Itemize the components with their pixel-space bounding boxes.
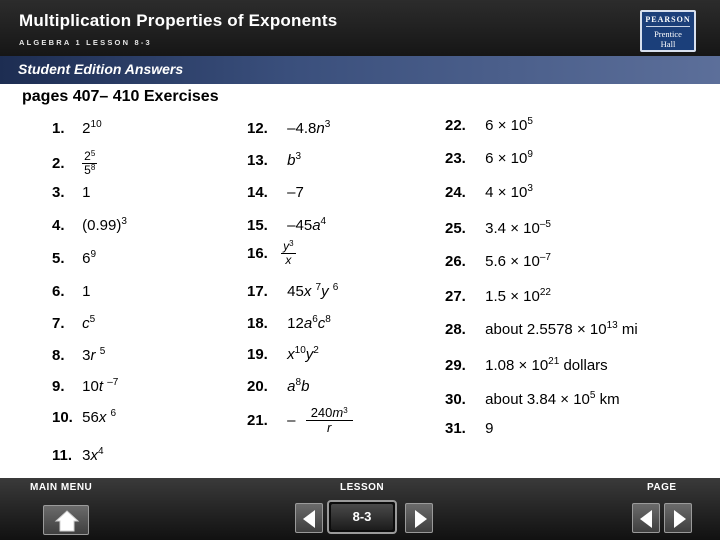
exercises-heading: pages 407– 410 Exercises bbox=[22, 88, 219, 105]
answer-5: 5. $6^9$ bbox=[52, 249, 97, 267]
lesson-prev-button[interactable] bbox=[295, 503, 323, 533]
answer-15: 15. $-45a^4$ bbox=[247, 216, 327, 234]
page-prev-button[interactable] bbox=[632, 503, 660, 533]
answer-7: 7. $c^5$ bbox=[52, 314, 96, 332]
answer-11: 11. $3x^4$ bbox=[52, 446, 104, 464]
section-label: Student Edition Answers bbox=[18, 61, 184, 77]
answer-18: 18. $12a^6c^8$ bbox=[247, 314, 331, 332]
fraction: $\frac{2^5}{5^8}$ bbox=[84, 149, 96, 177]
answer-2: 2. $\frac{2^5}{5^8}$ bbox=[52, 149, 96, 177]
logo-line-2: Prentice bbox=[654, 29, 682, 39]
section-bar bbox=[0, 56, 720, 84]
answer-22: 22. $6 \times 10^5$ bbox=[445, 116, 533, 134]
lesson-indicator bbox=[327, 500, 397, 534]
answer-30: 30. about $3.84 \times 10^5$ km bbox=[445, 390, 620, 408]
logo-line-3: Hall bbox=[660, 39, 676, 49]
right-arrow-icon bbox=[406, 504, 434, 534]
fraction: $\frac{y^3}{x}$ bbox=[283, 239, 294, 267]
answer-10: 10. 56x $^6$ bbox=[52, 408, 117, 426]
left-arrow-icon bbox=[296, 504, 324, 534]
answer-24: 24. $4 \times 10^3$ bbox=[445, 183, 533, 201]
answer-23: 23. $6 \times 10^9$ bbox=[445, 149, 533, 167]
answer-26: 26. $5.6 \times 10^{-7}$ bbox=[445, 252, 551, 270]
right-arrow-icon bbox=[665, 504, 693, 534]
answer-8: 8. 3r $^5$ bbox=[52, 346, 106, 364]
main-menu-button[interactable] bbox=[43, 505, 89, 535]
fraction: $\frac{240m^3}{r}$ bbox=[306, 406, 353, 435]
answer-4: 4. $(0.99)^3$ bbox=[52, 216, 127, 234]
title-bar bbox=[0, 0, 720, 56]
answer-3: 3. 1 bbox=[52, 184, 91, 201]
publisher-logo bbox=[640, 10, 696, 52]
main-menu-label: MAIN MENU bbox=[30, 482, 93, 493]
answer-25: 25. $3.4 \times 10^{-5}$ bbox=[445, 219, 551, 237]
lesson-label: LESSON bbox=[340, 482, 385, 493]
page-next-button[interactable] bbox=[664, 503, 692, 533]
answer-13: 13. $b^3$ bbox=[247, 151, 302, 169]
answer-27: 27. $1.5 \times 10^{22}$ bbox=[445, 287, 551, 305]
left-arrow-icon bbox=[633, 504, 661, 534]
answer-14: 14. –7 bbox=[247, 184, 304, 201]
logo-divider bbox=[646, 26, 690, 27]
page-title: Multiplication Properties of Exponents bbox=[19, 11, 338, 30]
page-label: PAGE bbox=[647, 482, 677, 493]
answer-1: 1. $2^{10}$ bbox=[52, 119, 102, 137]
answer-17: 17. 45x $^7$y $^6$ bbox=[247, 282, 339, 300]
answer-12: 12. $-4.8n^3$ bbox=[247, 119, 331, 137]
answer-31: 31. 9 bbox=[445, 420, 494, 437]
answer-29: 29. $1.08 \times 10^{21}$ dollars bbox=[445, 356, 608, 374]
lesson-number: 8-3 bbox=[331, 504, 393, 530]
answer-28: 28. about $2.5578 \times 10^{13}$ mi bbox=[445, 320, 638, 338]
lesson-subtitle: ALGEBRA 1 LESSON 8-3 bbox=[19, 38, 152, 47]
answer-21: 21. – $\frac{240m^3}{r}$ bbox=[247, 406, 353, 435]
lesson-next-button[interactable] bbox=[405, 503, 433, 533]
answer-6: 6. 1 bbox=[52, 283, 91, 300]
answer-16: 16. $\frac{y^3}{x}$ bbox=[247, 239, 294, 267]
answer-20: 20. $a^8b$ bbox=[247, 377, 310, 395]
home-icon bbox=[44, 506, 90, 536]
logo-line-1: PEARSON bbox=[645, 15, 691, 24]
answer-19: 19. $x^{10}y^2$ bbox=[247, 345, 319, 363]
answer-9: 9. 10t $^{-7}$ bbox=[52, 377, 119, 395]
